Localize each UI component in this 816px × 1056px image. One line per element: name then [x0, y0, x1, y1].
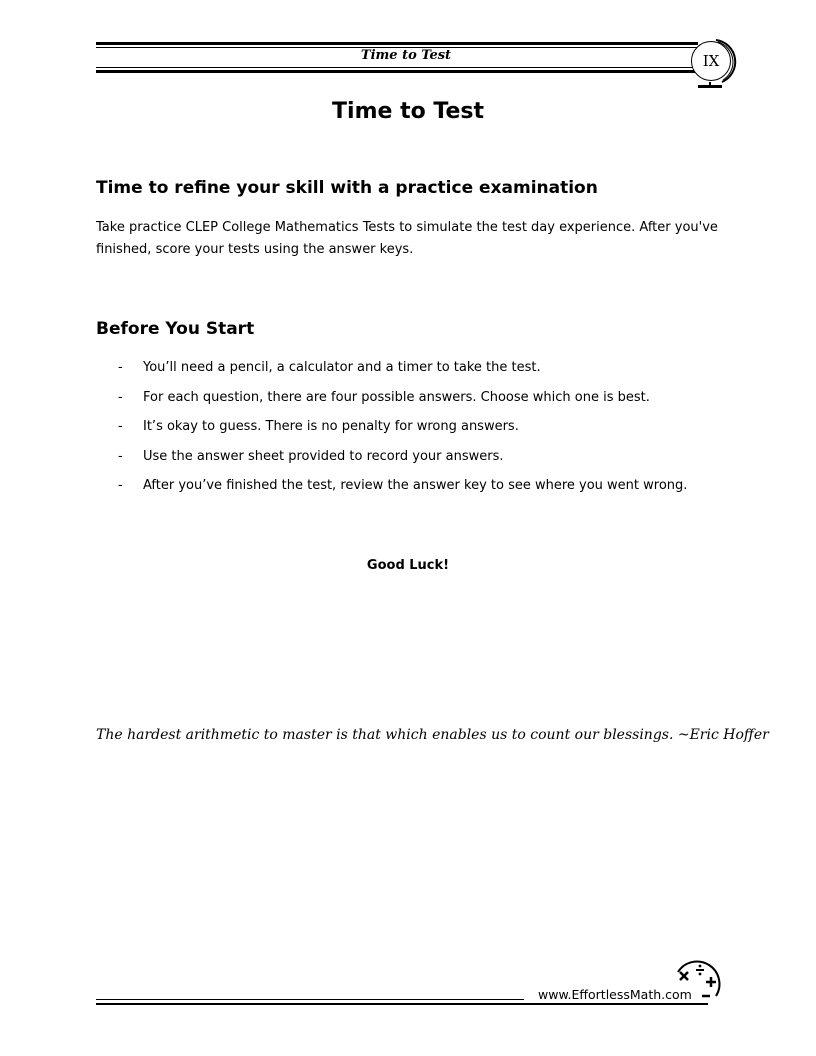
list-item-text: It’s okay to guess. There is no penalty for wrong answers. — [143, 419, 519, 434]
list-item — [96, 447, 726, 477]
math-operators-icon — [670, 958, 724, 1008]
header-rule-top — [96, 42, 698, 45]
chapter-badge — [688, 38, 738, 90]
section-heading-refine: Time to refine your skill with a practice examination — [96, 178, 598, 198]
footer-url[interactable]: www.EffortlessMath.com — [538, 987, 692, 1002]
list-item-text: After you’ve finished the test, review the answer key to see where you went wrong. — [143, 478, 688, 493]
header-rule-bottom — [96, 70, 698, 73]
chapter-number: IX — [691, 41, 731, 81]
quote: The hardest arithmetic to master is that which enables us to count our blessings. ~Eric Hoffer — [96, 727, 769, 743]
bullet-dash: - — [118, 360, 123, 375]
footer-rule-thin — [96, 999, 524, 1000]
list-item-text: You’ll need a pencil, a calculator and a timer to take the test. — [143, 360, 541, 375]
list-item — [96, 417, 726, 447]
header-rule-bottom-thin — [96, 67, 698, 68]
bullet-dash: - — [118, 389, 123, 405]
list-item — [96, 358, 726, 388]
list-item-text: Use the answer sheet provided to record your answers. — [143, 448, 504, 464]
bullet-dash: - — [118, 419, 123, 434]
bullet-dash: - — [118, 478, 123, 493]
instructions-list — [96, 358, 726, 506]
list-item — [96, 388, 726, 418]
section-heading-before-you-start: Before You Start — [96, 319, 255, 339]
good-luck-text: Good Luck! — [366, 558, 450, 573]
page-title: Time to Test — [332, 99, 484, 124]
list-item — [96, 476, 726, 506]
bullet-dash: - — [118, 448, 123, 464]
running-header-title: Time to Test — [360, 48, 452, 63]
list-item-text: For each question, there are four possible answers. Choose which one is best. — [143, 389, 650, 405]
intro-paragraph: Take practice CLEP College Mathematics Tests to simulate the test day experience. After you've finished, score your tests using the answer keys. — [96, 220, 718, 257]
